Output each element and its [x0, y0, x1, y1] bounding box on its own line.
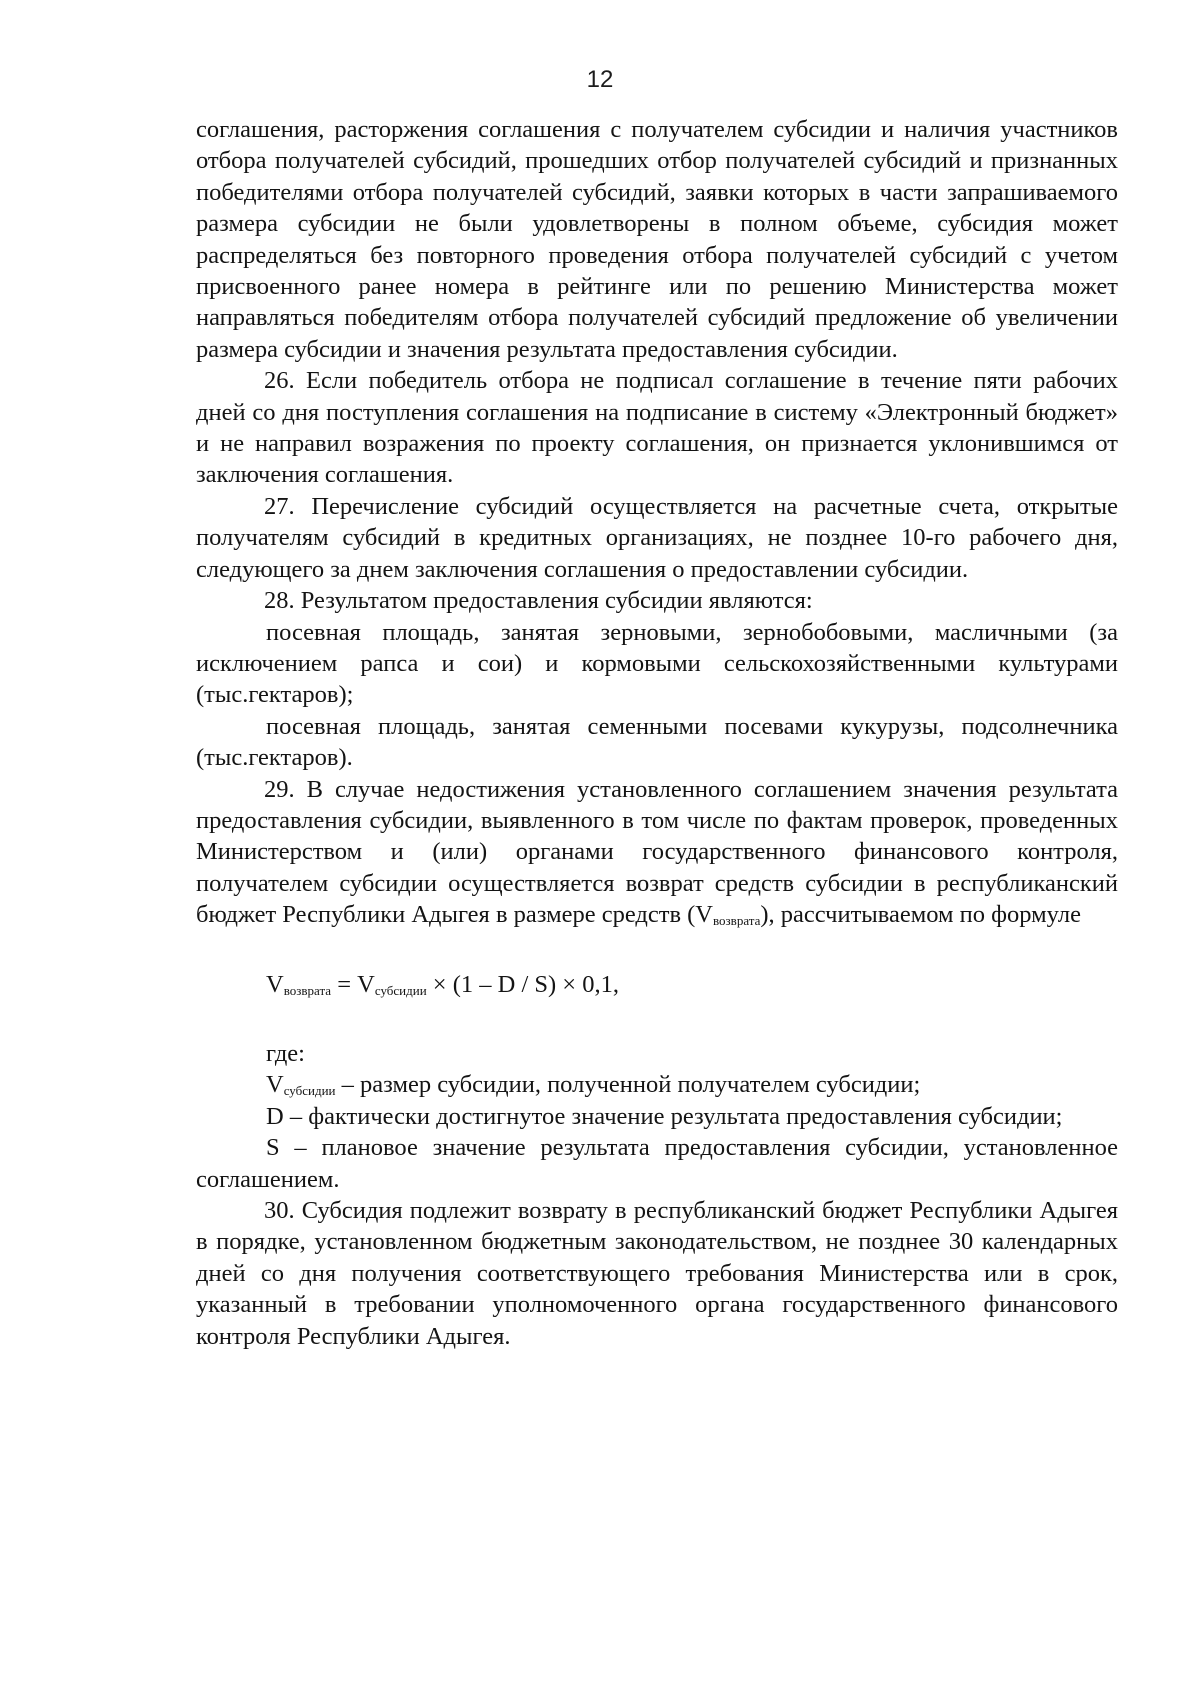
def-v-text: – размер субсидии, полученной получателем субсидии; — [335, 1071, 921, 1099]
def-v-subscript: субсидии — [283, 1083, 336, 1099]
paragraph-29-tail: ), рассчитываемом по формуле — [760, 901, 1081, 929]
def-v-symbol: V — [266, 1071, 284, 1099]
formula-rhs-rest: × (1 – D / S) × 0,1, — [426, 970, 619, 998]
paragraph-30: 30. Субсидия подлежит возврату в республиканский бюджет Республики Адыгея в порядке, установленном бюджетным законодательством, не позднее 30 календарных дней со дня получения соответствующего требования Министерства или в срок, указанный в требовании уполномоченного органа государственного финансового контроля Республики Адыгея. — [196, 1197, 1118, 1350]
formula-rhs-symbol: V — [357, 970, 375, 998]
paragraph-29-text: 29. В случае недостижения установленного соглашением значения результата предоставления субсидии, выявленного в том числе по фактам проверок, проведенных Министерством и (или) органами государственного финансового контроля, получателем субсидии осуществляется возврат средств субсидии в республиканский бюджет Республики Адыгея в размере средств ( — [196, 775, 1118, 929]
return-formula — [266, 969, 1118, 1000]
paragraph-26: 26. Если победитель отбора не подписал соглашение в течение пяти рабочих дней со дня поступления соглашения на подписание в систему «Электронный бюджет» и не направил возражения по проекту соглашения, он признается уклонившимся от заключения соглашения. — [196, 367, 1118, 489]
formula-equals: = — [331, 970, 358, 998]
definition-d: D – фактически достигнутое значение результата предоставления субсидии; — [266, 1102, 1063, 1130]
result-item-2: посевная площадь, занятая семенными посевами кукурузы, подсолнечника (тыс.гектаров). — [196, 712, 1118, 772]
v-return-symbol: V — [695, 901, 713, 929]
paragraph-27: 27. Перечисление субсидий осуществляется на расчетные счета, открытые получателям субсидий в кредитных организациях, не позднее 10-го рабочего дня, следующего за днем заключения соглашения о предоставлении субсидии. — [196, 492, 1118, 583]
paragraph-29 — [196, 774, 1118, 931]
definition-s: S – плановое значение результата предоставления субсидии, установленное соглашением. — [196, 1134, 1118, 1193]
formula-lhs-symbol: V — [266, 970, 284, 998]
definition-v-subsidy — [196, 1069, 1118, 1100]
paragraph-28: 28. Результатом предоставления субсидии являются: — [264, 587, 813, 615]
where-label: где: — [266, 1039, 305, 1067]
paragraph-continuation: соглашения, расторжения соглашения с получателем субсидии и наличия участников отбора получателей субсидий, прошедших отбор получателей субсидий и признанных победителями отбора получателей субсидий, заявки которых в части запрашиваемого размера субсидии не были удовлетворены в полном объеме, субсидия может распределяться без повторного проведения отбора получателей субсидий с учетом присвоенного ранее номера в рейтинге или по решению Министерства может направляться победителям отбора получателей субсидий предложение об увеличении размера субсидии и значения результата предоставления субсидии. — [196, 116, 1118, 363]
formula-lhs-subscript: возврата — [283, 982, 332, 998]
formula-rhs-subscript: субсидии — [374, 982, 427, 998]
document-body — [196, 114, 1118, 1352]
v-return-subscript: возврата — [713, 913, 761, 929]
page-number: 12 — [586, 66, 614, 93]
result-item-1: посевная площадь, занятая зерновыми, зернобобовыми, масличными (за исключением рапса и сои) и кормовыми сельскохозяйственными культурами (тыс.гектаров); — [196, 618, 1118, 709]
